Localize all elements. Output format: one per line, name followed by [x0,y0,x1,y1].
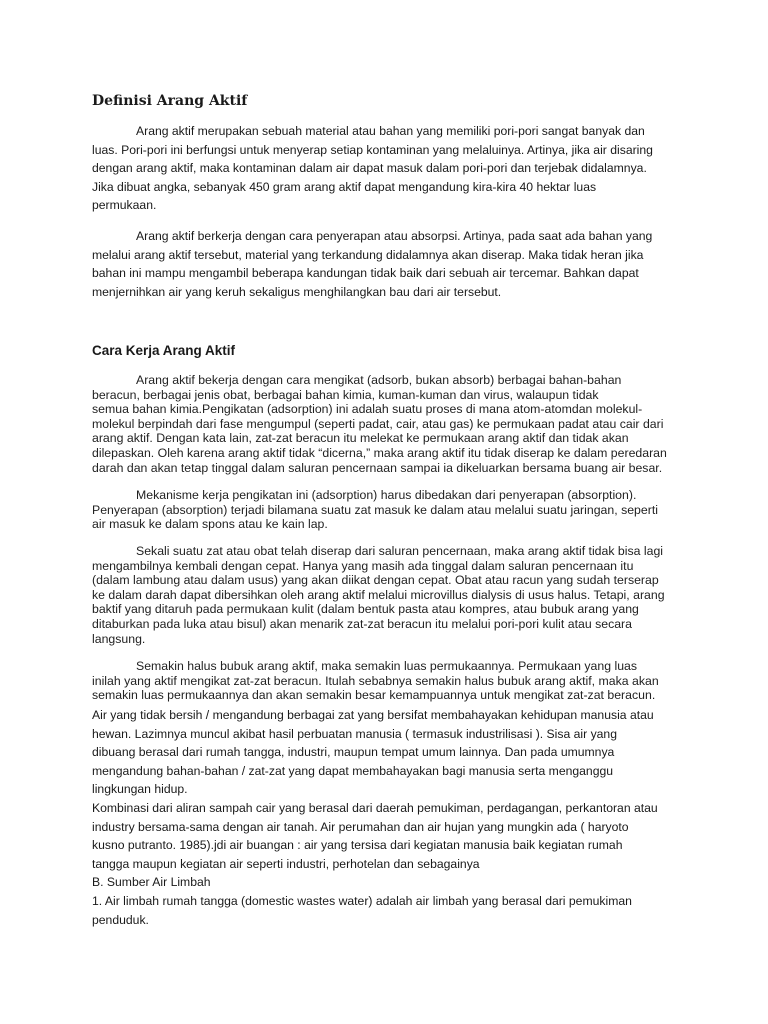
text-line: Penyerapan (absorption) terjadi bilamana suatu zat masuk ke dalam atau melalui suatu jaringan, seperti [92,502,658,517]
text-line: penduduk. [92,912,149,927]
text-line: permukaan. [92,198,157,213]
text-line: langsung. [92,631,146,646]
text-line: Semakin halus bubuk arang aktif, maka semakin luas permukaannya. Permukaan yang luas [136,659,638,673]
text-line: Mekanisme kerja pengikatan ini (adsorption) harus dibedakan dari penyerapan (absorption). [136,488,637,502]
text-line: menjernihkan air yang keruh sekaligus menghilangkan bau dari air tersebut. [92,284,502,299]
text-line: inilah yang aktif mengikat zat-zat beracun. Itulah sebabnya semakin halus bubuk arang aktif, maka akan [92,673,659,688]
heading-cara-kerja-arang-aktif: Cara Kerja Arang Aktif [92,343,236,358]
text-line: Arang aktif merupakan sebuah material atau bahan yang memiliki pori-pori sangat banyak dan [136,124,645,138]
text-line: semakin luas permukaannya dan akan semakin besar kemampuannya untuk mengikat zat-zat beracun. [92,688,656,703]
section-heading-sumber-air-limbah: B. Sumber Air Limbah [92,875,211,890]
paragraph-cara-kerja-4 [92,659,682,703]
text-line: hewan. Lazimnya muncul akibat hasil perbuatan manusia ( termasuk industrilisasi ). Sisa air yang [92,726,617,741]
text-line: mengambilnya kembali dengan cepat. Hanya yang masih ada tinggal dalam saluran pencernaan itu [92,558,634,573]
paragraph-definisi-2 [92,227,682,301]
text-line: baktif yang ditaruh pada permukaan kulit (dalam bentuk pasta atau kompres, atau bubuk arang yang [92,602,639,617]
text-line: air masuk ke dalam spons atau ke kain lap. [92,517,328,532]
text-line: darah dan akan tetap tinggal dalam saluran pencernaan sampai ia dikeluarkan bersama buang air besar. [92,460,663,475]
text-line: lingkungan hidup. [92,782,188,797]
text-line: dibuang berasal dari rumah tangga, industri, maupun tempat umum lainnya. Dan pada umumnya [92,745,615,760]
text-line: molekul berpindah dari fase mengumpul (seperti padat, cair, atau gas) ke permukaan padat atau cair dari [92,416,664,431]
text-line: beracun, berbagai jenis obat, berbagai bahan kimia, kuman-kuman dan virus, walaupun tidak [92,387,599,402]
text-line: ke dalam darah dapat dibersihkan oleh arang aktif melalui microvillus dialysis di usus halus. Tetapi, arang [92,587,665,602]
text-line: Air yang tidak bersih / mengandung berbagai zat yang bersifat membahayakan kehidupan manusia atau [92,708,654,722]
heading-definisi-arang-aktif: Definisi Arang Aktif [92,93,248,109]
text-line: ditaburkan pada luka atau bisul) akan menarik zat-zat beracun itu melalui pori-pori kulit atau secara [92,616,632,631]
text-line: Arang aktif berkerja dengan cara penyerapan atau absorpsi. Artinya, pada saat ada bahan yang [136,229,653,243]
text-line: Arang aktif bekerja dengan cara mengikat (adsorb, bukan absorb) berbagai bahan-bahan [136,373,622,387]
text-line: semua bahan kimia.Pengikatan (adsorption) ini adalah suatu proses di mana atom-atomdan molekul- [92,402,643,417]
text-line: bahan ini mampu mengambil beberapa kandungan tidak baik dari sebuah air tercemar. Bahkan dapat [92,266,639,281]
paragraph-cara-kerja-1 [92,373,682,475]
paragraph-cara-kerja-2 [92,488,682,532]
text-line: arang aktif. Dengan kata lain, zat-zat beracun itu melekat ke permukaan arang aktif dan tidak akan [92,431,629,446]
paragraph-definisi-1 [92,122,682,215]
text-line: 1. Air limbah rumah tangga (domestic wastes water) adalah air limbah yang berasal dari pemukiman [92,893,632,908]
text-line: tangga maupun kegiatan air seperti industri, perhotelan dan sebagainya [92,856,480,871]
text-line: mengandung bahan-bahan / zat-zat yang dapat membahayakan bagi manusia serta menganggu [92,763,614,778]
text-line: melalui arang aktif tersebut, material yang terkandung didalamnya akan diserap. Maka tidak heran jika [92,247,644,262]
text-line: dilepaskan. Oleh karena arang aktif tidak “dicerna,” maka arang aktif itu tidak diserap ke dalam peredaran [92,445,667,460]
text-line: Jika dibuat angka, sebanyak 450 gram arang aktif dapat mengandung kira-kira 40 hektar luas [92,179,597,194]
text-line: industry bersama-sama dengan air tanah. Air perumahan dan air hujan yang mungkin ada ( haryoto [92,819,629,834]
text-line: kusno putranto. 1985).jdi air buangan : air yang tersisa dari kegiatan manusia baik kegiatan rumah [92,838,623,853]
text-line: Sekali suatu zat atau obat telah diserap dari saluran pencernaan, maka arang aktif tidak bisa lagi [136,544,664,558]
text-line: (dalam lambung atau dalam usus) yang akan diikat dengan cepat. Obat atau racun yang sudah terserap [92,573,659,588]
text-line: Kombinasi dari aliran sampah cair yang berasal dari daerah pemukiman, perdagangan, perkantoran atau [92,800,658,815]
text-line: luas. Pori-pori ini berfungsi untuk menyerap setiap kontaminan yang melaluinya. Artinya, jika air disaring [92,142,653,157]
text-line: dengan arang aktif, maka kontaminan dalam air dapat masuk dalam pori-pori dan terjebak didalamnya. [92,161,647,176]
paragraph-air-limbah [92,706,682,929]
paragraph-cara-kerja-3 [92,544,682,646]
